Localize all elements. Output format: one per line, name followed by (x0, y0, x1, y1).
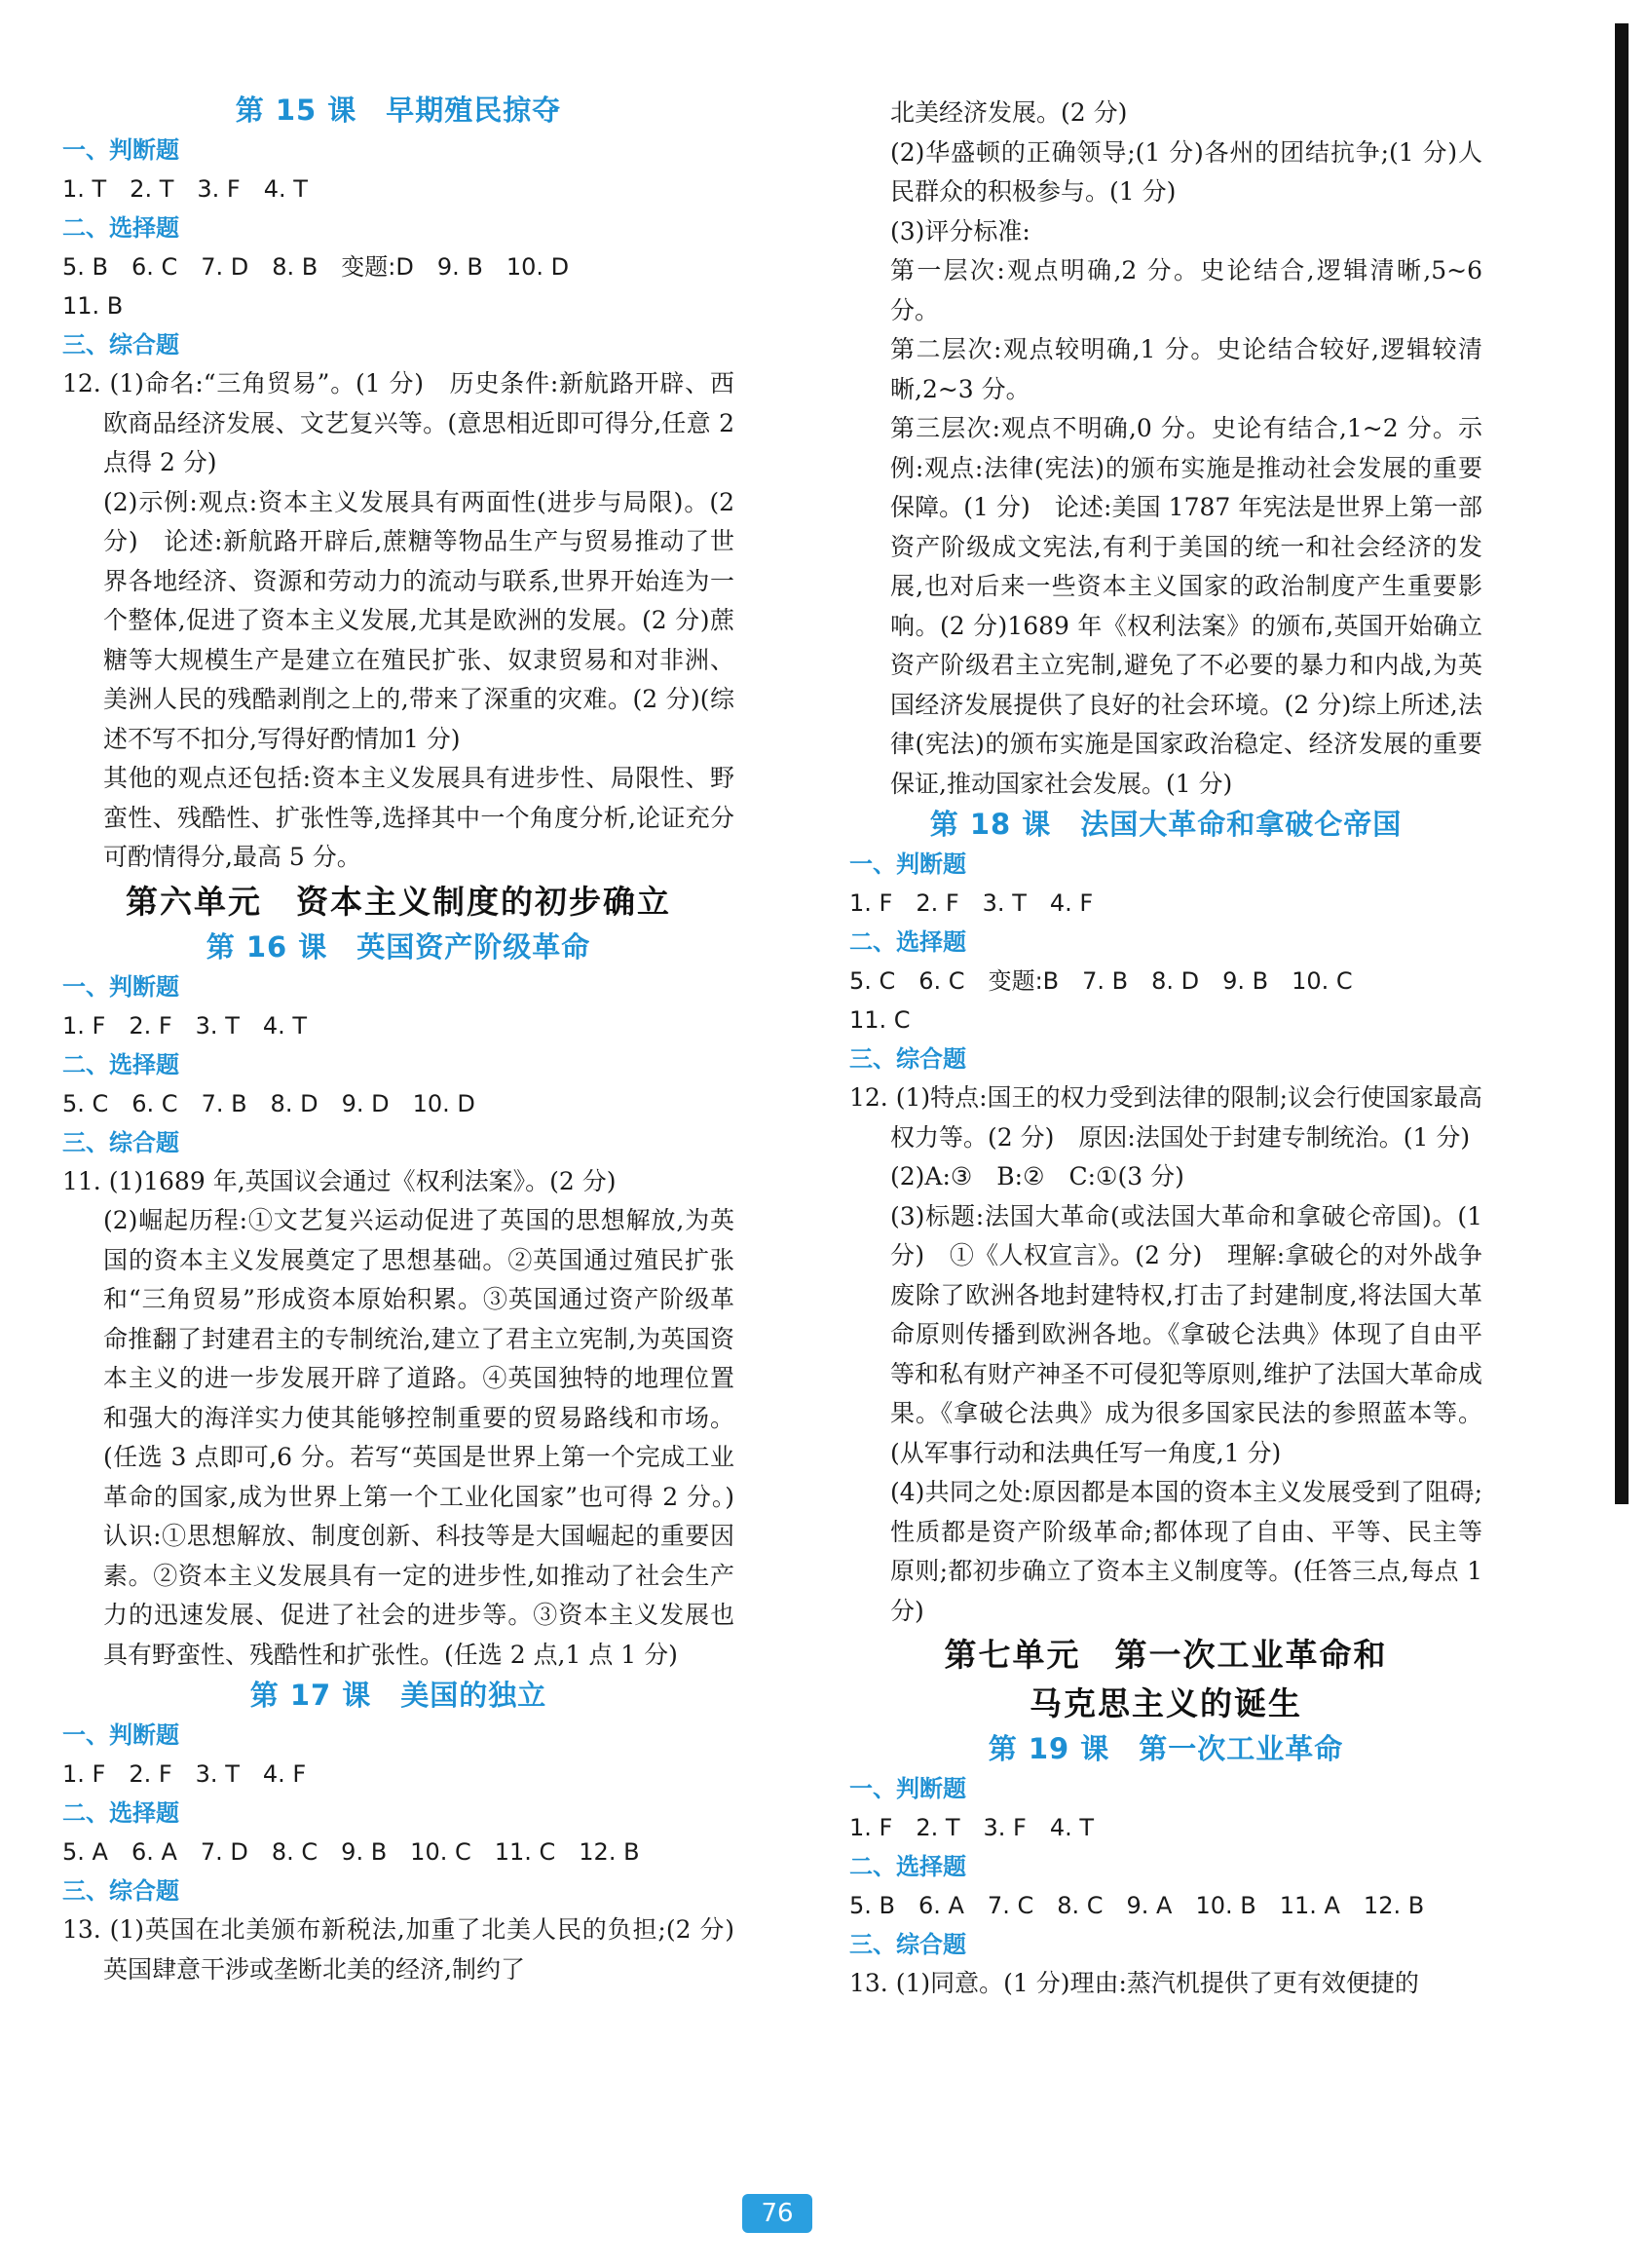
answer-paragraph: (3)标题:法国大革命(或法国大革命和拿破仑帝国)。(1 分) ①《人权宣言》。(2 分) 理解:拿破仑的对外战争废除了欧洲各地封建特权,打击了封建制度,将法国大革命原则传播到欧洲各地。《拿破仑法典》体现了自由平等和私有财产神圣不可侵犯等原则,维护了法国大革命成果。《拿破仑法典》成为很多国家民法的参照蓝本等。(从军事行动和法典任写一角度,1 分) (890, 1201, 1482, 1467)
page-edge-shadow (1615, 23, 1629, 1504)
right-column (849, 94, 1482, 2004)
answer-paragraph: (4)共同之处:原因都是本国的资本主义发展受到了阻碍;性质都是资产阶级革命;都体现了自由、平等、民主等原则;都初步确立了资本主义制度等。(任答三点,每点 1 分) (890, 1478, 1482, 1625)
section-heading: 三、综合题 (849, 1931, 966, 1958)
answer-line: 5. B 6. A 7. C 8. C 9. A 10. B 11. A 12. B (849, 1892, 1425, 1919)
answer-line: 1. T 2. T 3. F 4. T (62, 175, 308, 203)
page-number-badge: 76 (742, 2194, 812, 2233)
answer-paragraph: 第三层次:观点不明确,0 分。史论有结合,1~2 分。示例:观点:法律(宪法)的颁布实施是推动社会发展的重要保障。(1 分) 论述:美国 1787 年宪法是世界上第一部资产阶级成文宪法,有利于美国的统一和社会经济的发展,也对后来一些资本主义国家的政治制度产生重要影响。(2 分)1689 年《权利法案》的颁布,英国开始确立资产阶级君主立宪制,避免了不必要的暴力和内战,为英国经济发展提供了良好的社会环境。(2 分)综上所述,法律(宪法)的颁布实施是国家政治稳定、经济发展的重要保证,推动国家社会发展。(1 分) (890, 414, 1482, 798)
lesson-19-title: 第 19 课 第一次工业革命 (988, 1732, 1344, 1765)
section-heading: 二、选择题 (62, 1799, 179, 1827)
answer-line: 5. C 6. C 7. B 8. D 9. D 10. D (62, 1089, 475, 1117)
answer-paragraph: 11. (1)1689 年,英国议会通过《权利法案》。(2 分) (62, 1166, 617, 1195)
answer-paragraph: 13. (1)同意。(1 分)理由:蒸汽机提供了更有效便捷的 (849, 1969, 1419, 1997)
answer-line: 1. F 2. F 3. T 4. F (849, 889, 1094, 917)
lesson-17-title: 第 17 课 美国的独立 (249, 1679, 547, 1712)
section-heading: 二、选择题 (62, 214, 179, 242)
answer-paragraph: (2)华盛顿的正确领导;(1 分)各州的团结抗争;(1 分)人民群众的积极参与。(1 分) (890, 137, 1482, 206)
section-heading: 三、综合题 (849, 1045, 966, 1073)
answer-paragraph: 12. (1)特点:国王的权力受到法律的限制;议会行使国家最高权力等。(2 分) 原因:法国处于封建专制统治。(1 分) (849, 1083, 1482, 1152)
unit-7-title-line-2: 马克思主义的诞生 (1030, 1684, 1302, 1722)
answer-line: 1. F 2. F 3. T 4. F (62, 1760, 307, 1788)
answer-paragraph: (2)崛起历程:①文艺复兴运动促进了英国的思想解放,为英国的资本主义发展奠定了思想基础。②英国通过殖民扩张和“三角贸易”形成资本原始积累。③英国通过资产阶级革命推翻了封建君主的专制统治,建立了君主立宪制,为英国资本主义的进一步发展开辟了道路。④英国独特的地理位置和强大的海洋实力使其能够控制重要的贸易路线和市场。(任选 3 点即可,6 分。若写“英国是世界上第一个完成工业革命的国家,成为世界上第一个工业化国家”也可得 2 分。) 认识:①思想解放、制度创新、科技等是大国崛起的重要因素。②资本主义发展具有一定的进步性,如推动了社会生产力的迅速发展、促进了社会的进步等。③资本主义发展也具有野蛮性、残酷性和扩张性。(任选 2 点,1 点 1 分) (103, 1206, 760, 1669)
left-column (62, 90, 760, 1989)
answer-paragraph: 13. (1)英国在北美颁布新税法,加重了北美人民的负担;(2 分)英国肆意干涉或垄断北美的经济,制约了 (62, 1915, 734, 1984)
section-heading: 一、判断题 (849, 1775, 966, 1802)
answer-paragraph: (2)A:③ B:② C:①(3 分) (890, 1162, 1184, 1191)
section-heading: 一、判断题 (62, 972, 179, 1001)
answer-paragraph: 其他的观点还包括:资本主义发展具有进步性、局限性、野蛮性、残酷性、扩张性等,选择其中一个角度分析,论证充分可酌情得分,最高 5 分。 (103, 764, 734, 871)
answer-paragraph: 12. (1)命名:“三角贸易”。(1 分) 历史条件:新航路开辟、西欧商品经济发展、文艺复兴等。(意思相近即可得分,任意 2 点得 2 分) (62, 369, 734, 476)
answer-line: 1. F 2. F 3. T 4. T (62, 1011, 308, 1040)
answer-paragraph: (3)评分标准: (890, 216, 1030, 246)
lesson-16-title: 第 16 课 英国资产阶级革命 (206, 929, 591, 964)
section-heading: 二、选择题 (849, 1853, 966, 1880)
answer-line: 5. A 6. A 7. D 8. C 9. B 10. C 11. C 12. B (62, 1838, 640, 1866)
answer-paragraph: 北美经济发展。(2 分) (890, 98, 1128, 127)
section-heading: 二、选择题 (849, 928, 966, 956)
section-heading: 二、选择题 (62, 1050, 179, 1078)
section-heading: 三、综合题 (62, 1128, 179, 1156)
answer-line: 1. F 2. T 3. F 4. T (849, 1814, 1095, 1841)
answer-line: 5. C 6. C 变题:B 7. B 8. D 9. B 10. C (849, 967, 1353, 995)
lesson-18-title: 第 18 课 法国大革命和拿破仑帝国 (929, 808, 1403, 841)
answer-line: 5. B 6. C 7. D 8. B 变题:D 9. B 10. D (62, 253, 570, 281)
section-heading: 一、判断题 (62, 1721, 179, 1749)
answer-line: 11. B (62, 292, 124, 320)
answer-line: 11. C (849, 1006, 911, 1034)
unit-7-title-line-1: 第七单元 第一次工业革命和 (944, 1636, 1388, 1674)
section-heading: 三、综合题 (62, 331, 179, 359)
lesson-15-title: 第 15 课 早期殖民掠夺 (235, 94, 562, 127)
section-heading: 三、综合题 (62, 1877, 179, 1905)
unit-6-title: 第六单元 资本主义制度的初步确立 (126, 882, 671, 921)
answer-paragraph: 第一层次:观点明确,2 分。史论结合,逻辑清晰,5~6 分。 (890, 256, 1482, 324)
section-heading: 一、判断题 (849, 850, 966, 878)
answer-paragraph: (2)示例:观点:资本主义发展具有两面性(进步与局限)。(2 分) 论述:新航路开辟后,蔗糖等物品生产与贸易推动了世界各地经济、资源和劳动力的流动与联系,世界开始连为一个整体,促进了资本主义发展,尤其是欧洲的发展。(2 分)蔗糖等大规模生产是建立在殖民扩张、奴隶贸易和对非洲、美洲人民的残酷剥削之上的,带来了深重的灾难。(2 分)(综述不写不扣分,写得好酌情加1 分) (103, 487, 734, 753)
answer-paragraph: 第二层次:观点较明确,1 分。史论结合较好,逻辑较清晰,2~3 分。 (890, 335, 1482, 403)
section-heading: 一、判断题 (62, 136, 179, 164)
